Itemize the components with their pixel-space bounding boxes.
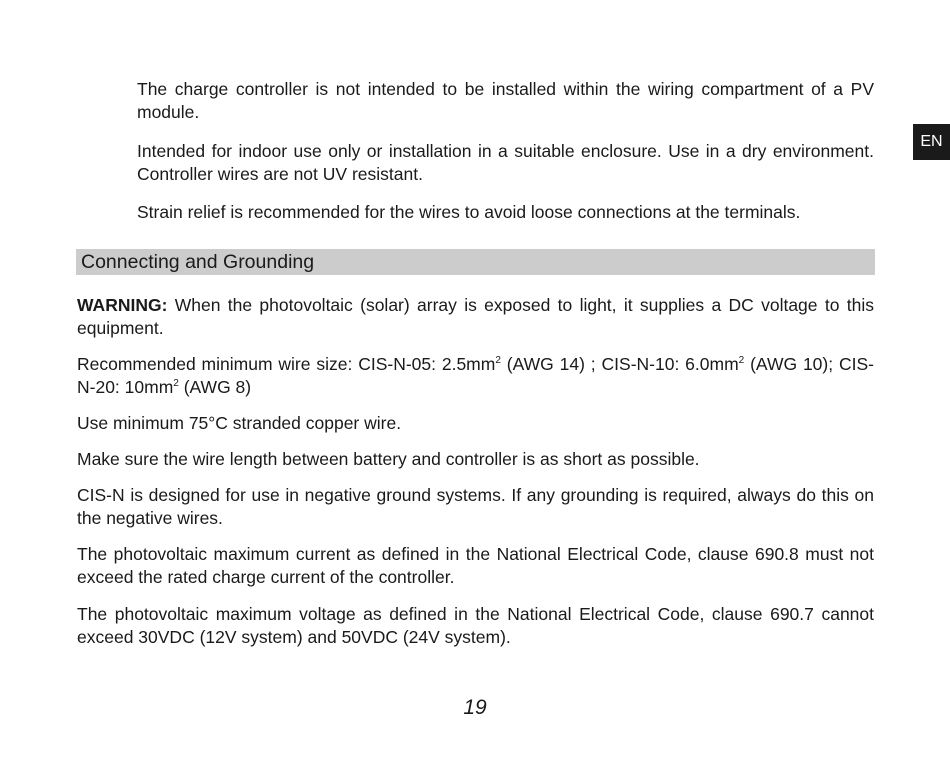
warning-label: WARNING: (77, 295, 168, 315)
intro-paragraph-wiring-compartment: The charge controller is not intended to be installed within the wiring compartment of a PV module. (137, 79, 874, 122)
language-tab: EN (913, 124, 950, 160)
max-voltage-paragraph: The photovoltaic maximum voltage as defined in the National Electrical Code, clause 690.7 cannot exceed 30VDC (12V system) and 50VDC (24V system). (77, 604, 874, 647)
wire-size-text-b: (AWG 14) ; CIS-N-10: 6.0mm (500, 354, 739, 374)
warning-text: When the photovoltaic (solar) array is exposed to light, it supplies a DC voltage to this equipment. (77, 295, 874, 338)
intro-paragraph-strain-relief: Strain relief is recommended for the wires to avoid loose connections at the terminals. (137, 202, 801, 222)
copper-wire-paragraph: Use minimum 75°C stranded copper wire. (77, 413, 402, 433)
wire-size-paragraph (77, 353, 874, 399)
wire-size-superscript-a: 2 (495, 355, 501, 367)
wire-size-superscript-b: 2 (738, 355, 745, 367)
page-number: 19 (463, 696, 487, 719)
warning-paragraph (77, 294, 874, 340)
grounding-paragraph: CIS-N is designed for use in negative ground systems. If any grounding is required, always do this on the negative wires. (77, 485, 874, 528)
wire-size-text-a: Recommended minimum wire size: CIS-N-05: 2.5mm (77, 354, 496, 374)
max-current-paragraph: The photovoltaic maximum current as defined in the National Electrical Code, clause 690.8 must not exceed the rated charge current of the controller. (77, 544, 874, 587)
wire-length-paragraph: Make sure the wire length between battery and controller is as short as possible. (77, 449, 700, 469)
wire-size-text-d: (AWG 8) (178, 377, 252, 397)
wire-size-text-c: (AWG 10); CIS-N-20: 10mm (77, 354, 874, 397)
section-title: Connecting and Grounding (81, 251, 315, 273)
section-header-bar (76, 249, 875, 275)
intro-paragraph-indoor-use: Intended for indoor use only or installation in a suitable enclosure. Use in a dry environment. Controller wires are not UV resistant. (137, 141, 874, 184)
wire-size-superscript-c: 2 (173, 378, 179, 390)
